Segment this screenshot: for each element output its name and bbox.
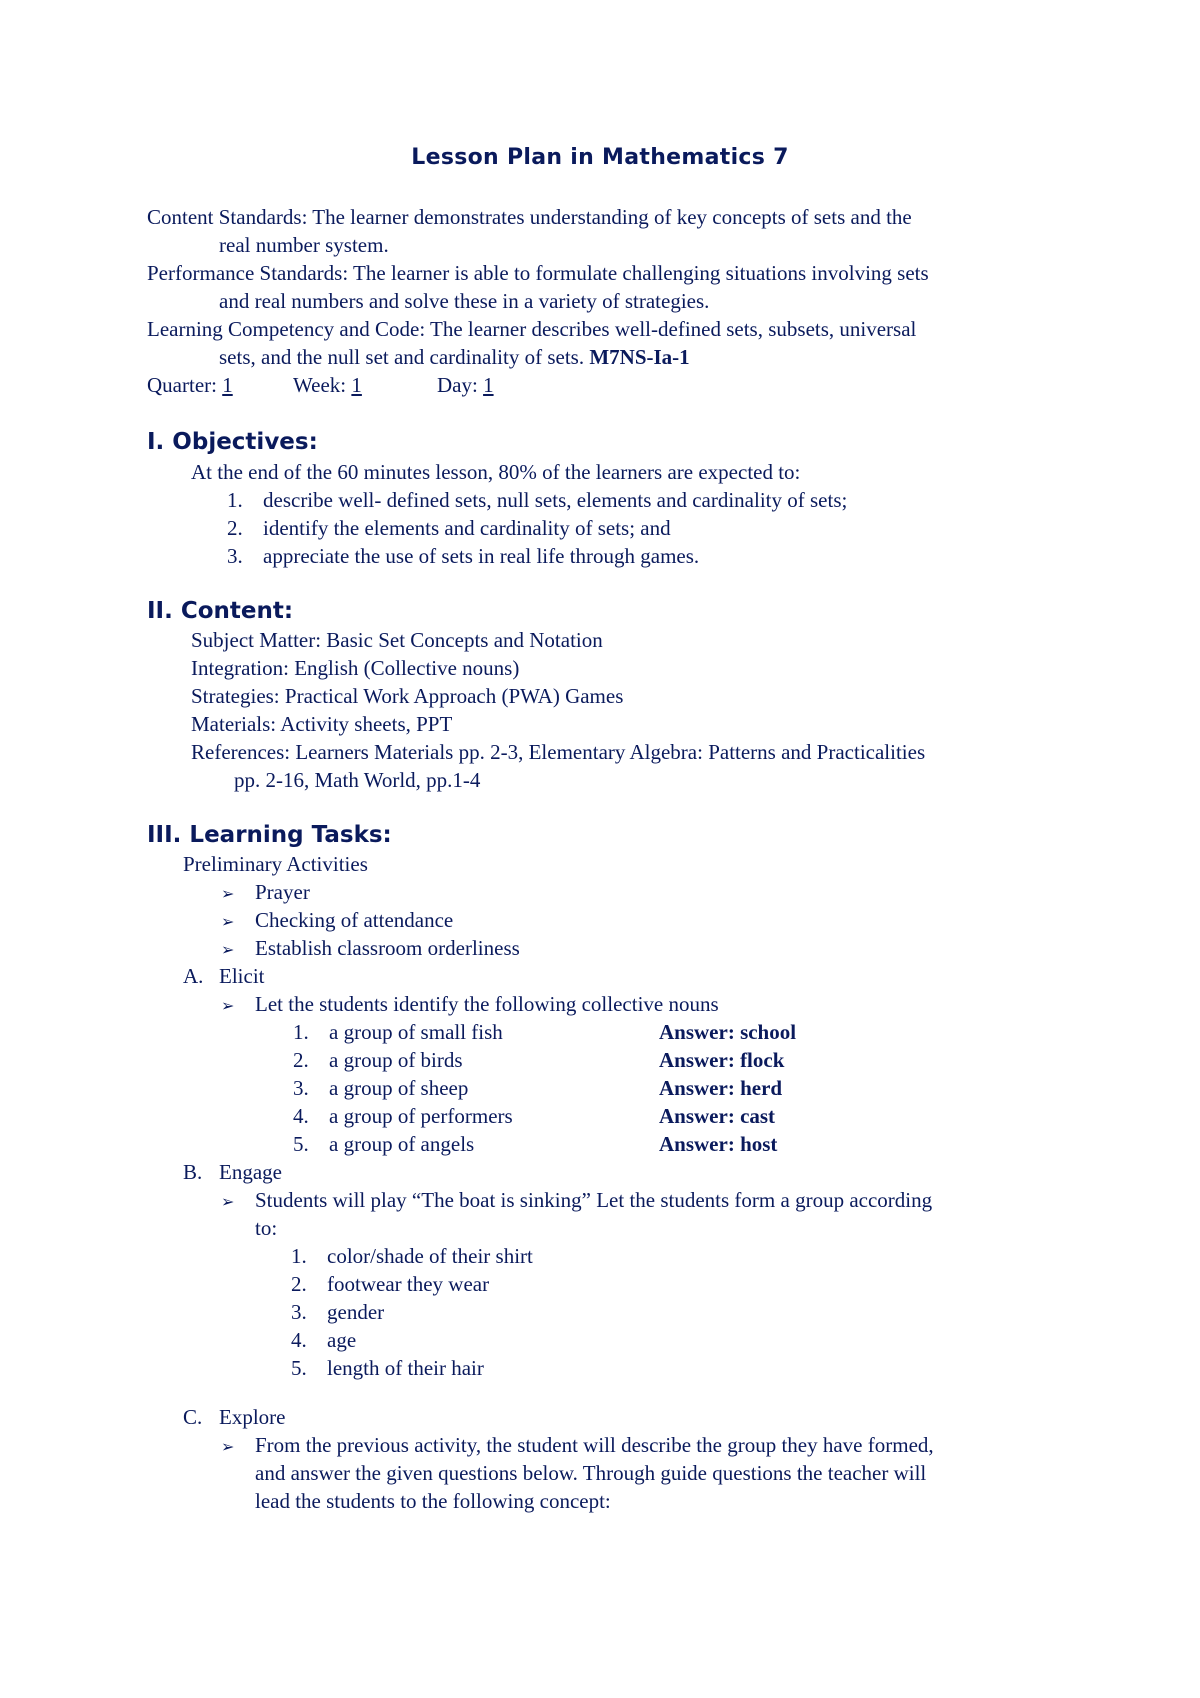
elicit-item-number: 4. [293,1104,309,1128]
engage-letter: B. [183,1160,203,1184]
explore-label: Explore [219,1405,286,1429]
elicit-bullet-text: Let the students identify the following collective nouns [255,992,719,1016]
preliminary-item-text: Checking of attendance [255,908,454,932]
elicit-item-text: a group of angels [329,1132,475,1156]
arrow-bullet-icon: ➢ [221,998,235,1015]
subject-matter: Subject Matter: Basic Set Concepts and Notation [191,628,603,652]
elicit-item [293,1074,468,1102]
competency-code: M7NS-Ia-1 [589,345,690,369]
week-label: Week: [293,373,352,397]
preliminary-item [221,906,453,937]
arrow-bullet-icon: ➢ [221,886,235,903]
elicit-item [293,1130,474,1158]
elicit-answer: Answer: herd [659,1076,783,1100]
engage-bullet-cont: to: [255,1216,278,1240]
preliminary-item [221,934,520,965]
preliminary-item-text: Prayer [255,880,310,904]
objective-text: appreciate the use of sets in real life through games. [263,544,700,568]
competency-text: sets, and the null set and cardinality of sets. [219,345,590,369]
references-cont: pp. 2-16, Math World, pp.1-4 [234,768,481,792]
integration: Integration: English (Collective nouns) [191,656,520,680]
elicit-item-number: 3. [293,1076,309,1100]
engage-item [291,1242,533,1270]
content-heading: II. Content: [147,598,294,624]
day-field [437,371,494,399]
elicit-item-text: a group of performers [329,1104,513,1128]
learning-competency: Learning Competency and Code: The learner describes well-defined sets, subsets, universal [147,317,917,341]
quarter-field [147,371,233,399]
engage-item [291,1298,384,1326]
elicit-answer: Answer: school [659,1020,797,1044]
arrow-bullet-icon: ➢ [221,914,235,931]
arrow-bullet-icon: ➢ [221,1194,235,1211]
elicit-item-text: a group of sheep [329,1076,469,1100]
engage-bullet-text: Students will play “The boat is sinking” Let the students form a group according [255,1188,933,1212]
learning-competency-cont [219,343,690,371]
objectives-intro: At the end of the 60 minutes lesson, 80% of the learners are expected to: [191,460,801,484]
day-label: Day: [437,373,484,397]
engage-item-text: color/shade of their shirt [327,1244,533,1268]
content-standards-cont: real number system. [219,233,389,257]
quarter-value: 1 [222,373,233,397]
arrow-bullet-icon: ➢ [221,1439,235,1456]
elicit-item-number: 1. [293,1020,309,1044]
elicit-letter: A. [183,964,204,988]
content-standards: Content Standards: The learner demonstrates understanding of key concepts of sets and the [147,205,912,229]
explore-bullet [221,1431,934,1462]
objective-item [227,486,847,514]
objective-text: identify the elements and cardinality of sets; and [263,516,671,540]
elicit-section [183,962,265,990]
objectives-heading: I. Objectives: [147,429,318,455]
references: References: Learners Materials pp. 2-3, Elementary Algebra: Patterns and Practicalities [191,740,926,764]
objective-item [227,514,671,542]
elicit-item [293,1018,503,1046]
preliminary-item-text: Establish classroom orderliness [255,936,520,960]
engage-item-number: 1. [291,1244,307,1268]
engage-item-number: 5. [291,1356,307,1380]
elicit-answer: Answer: flock [659,1048,785,1072]
arrow-bullet-icon: ➢ [221,942,235,959]
objective-number: 1. [227,488,243,512]
engage-item-text: age [327,1328,357,1352]
engage-item-number: 4. [291,1328,307,1352]
elicit-item [293,1102,513,1130]
explore-bullet-cont: lead the students to the following concept: [255,1489,611,1513]
elicit-item-number: 5. [293,1132,309,1156]
engage-item [291,1326,356,1354]
engage-label: Engage [219,1160,282,1184]
page-title: Lesson Plan in Mathematics 7 [411,145,789,170]
engage-item-number: 2. [291,1272,307,1296]
preliminary-activities: Preliminary Activities [183,852,368,876]
explore-bullet-cont: and answer the given questions below. Through guide questions the teacher will [255,1461,927,1485]
objective-text: describe well- defined sets, null sets, elements and cardinality of sets; [263,488,848,512]
preliminary-item [221,878,310,909]
engage-item-text: gender [327,1300,385,1324]
elicit-item-number: 2. [293,1048,309,1072]
week-field [293,371,362,399]
engage-item-text: footwear they wear [327,1272,490,1296]
performance-standards: Performance Standards: The learner is able to formulate challenging situations involving sets [147,261,929,285]
elicit-item [293,1046,463,1074]
quarter-label: Quarter: [147,373,223,397]
elicit-item-text: a group of small fish [329,1020,503,1044]
materials: Materials: Activity sheets, PPT [191,712,453,736]
objective-item [227,542,699,570]
learning-tasks-heading: III. Learning Tasks: [147,822,392,848]
elicit-item-text: a group of birds [329,1048,463,1072]
elicit-answer: Answer: host [659,1132,778,1156]
engage-section [183,1158,282,1186]
elicit-bullet [221,990,719,1021]
day-value: 1 [483,373,494,397]
explore-letter: C. [183,1405,203,1429]
engage-bullet [221,1186,932,1217]
engage-item-number: 3. [291,1300,307,1324]
engage-item-text: length of their hair [327,1356,484,1380]
objective-number: 3. [227,544,243,568]
engage-item [291,1354,484,1382]
engage-item [291,1270,489,1298]
explore-bullet-text: From the previous activity, the student will describe the group they have formed, [255,1433,934,1457]
objective-number: 2. [227,516,243,540]
explore-section [183,1403,285,1431]
week-value: 1 [351,373,362,397]
performance-standards-cont: and real numbers and solve these in a variety of strategies. [219,289,710,313]
elicit-label: Elicit [219,964,265,988]
elicit-answer: Answer: cast [659,1104,776,1128]
strategies: Strategies: Practical Work Approach (PWA) Games [191,684,624,708]
